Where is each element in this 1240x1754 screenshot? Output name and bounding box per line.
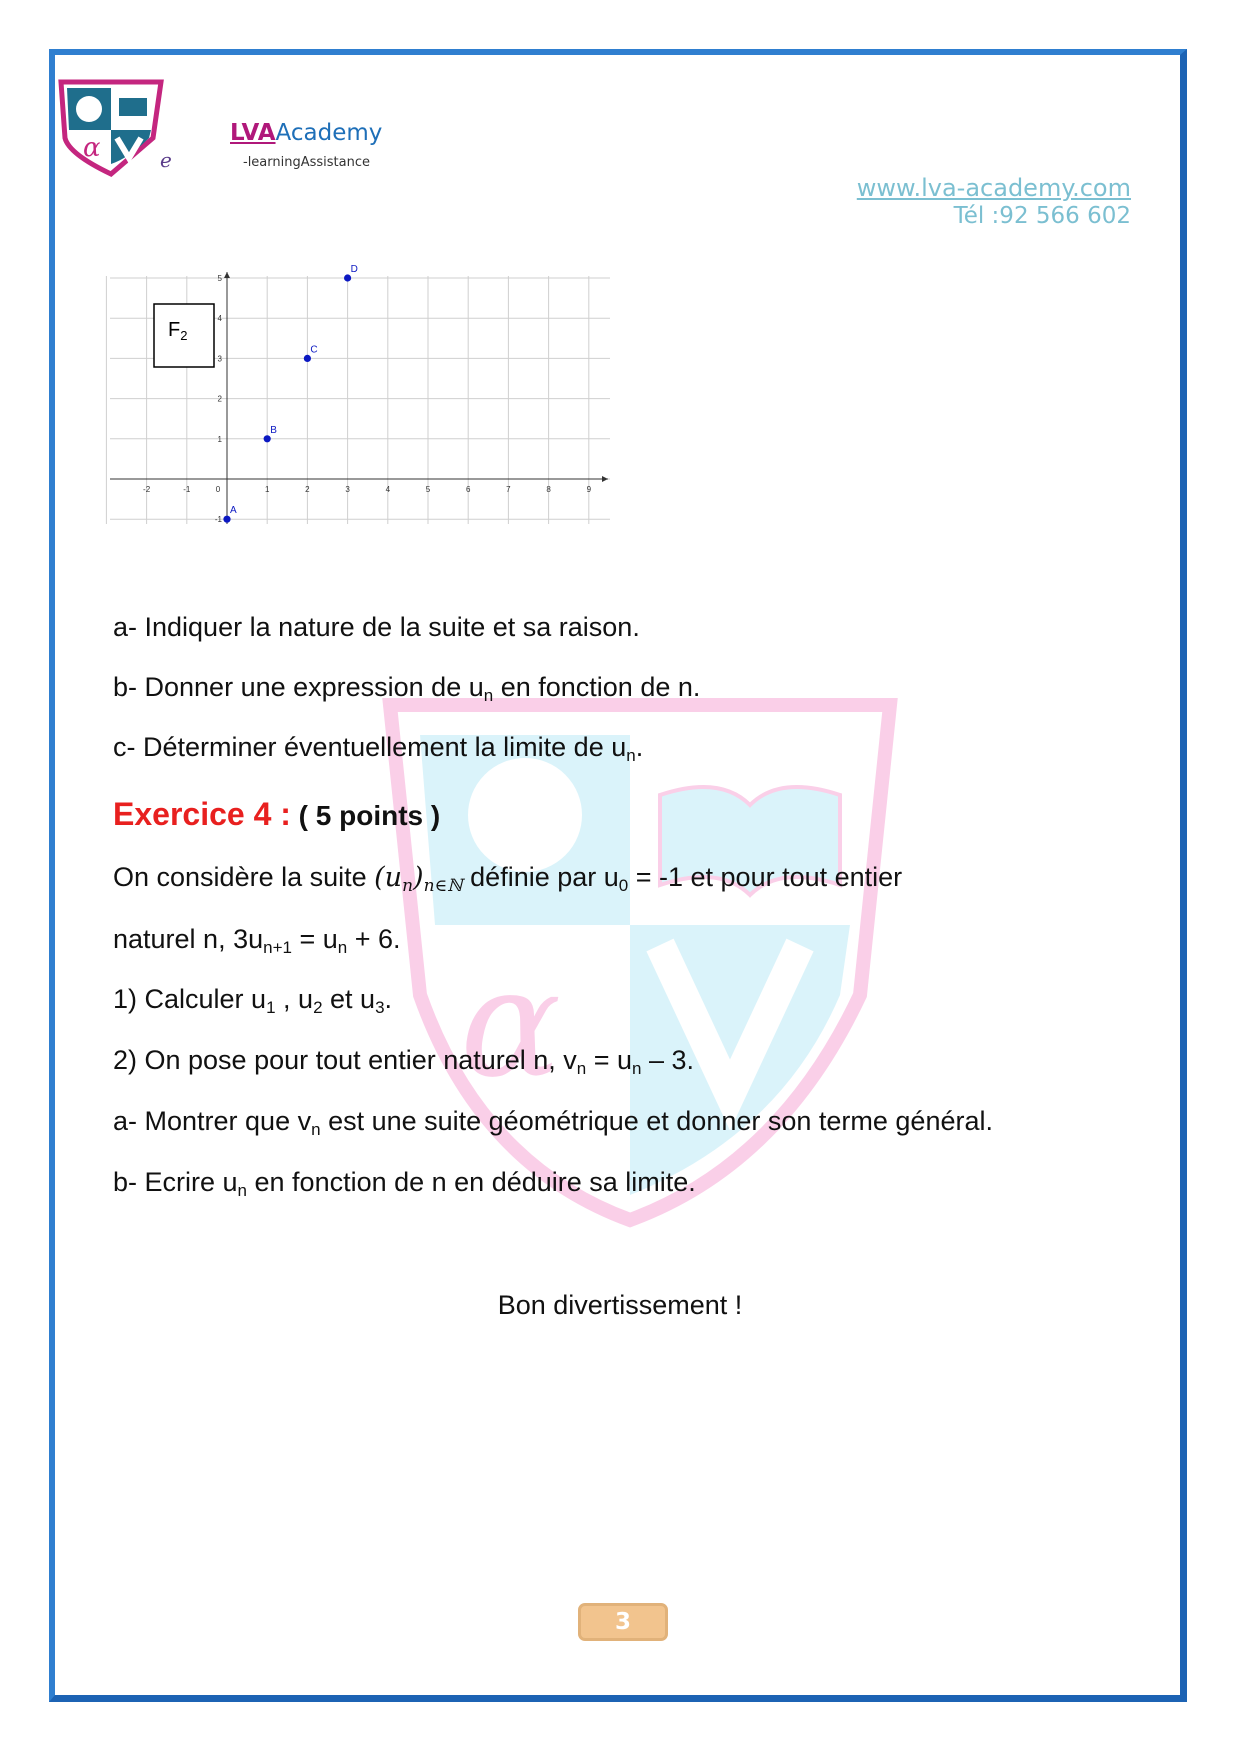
exercise-4-question-1: 1) Calculer $u_1$ , $u_2$ et $u_3$.	[113, 984, 393, 1017]
question-b: b- Donner une expression de $u_n$ en fonction de n.	[113, 672, 701, 705]
point-label-d: D	[350, 264, 358, 275]
brand-name	[230, 120, 382, 146]
y-tick-label: 2	[217, 394, 222, 404]
lva-logo	[55, 78, 167, 174]
x-tick-labels	[143, 485, 592, 494]
x-tick-label: -1	[183, 485, 191, 494]
x-tick-label: 7	[506, 485, 511, 494]
y-tick-label: 4	[217, 314, 222, 324]
point-d	[344, 274, 351, 281]
point-c	[304, 355, 311, 362]
exercise-4-question-2b: b- Ecrire $u_n$ en fonction de n en déduire sa limite.	[113, 1167, 696, 1200]
x-tick-label: 3	[345, 485, 350, 494]
x-tick-label: 8	[546, 485, 551, 494]
svg-text:α: α	[460, 937, 562, 1111]
graph-points	[223, 264, 357, 523]
x-tick-label: 2	[305, 485, 310, 494]
exercise-4-title: Exercice 4 : ( 5 points )	[113, 796, 441, 832]
point-b	[264, 435, 271, 442]
x-tick-label: 9	[586, 485, 592, 494]
x-axis-arrow	[602, 476, 608, 482]
page-number: 3	[578, 1603, 668, 1641]
x-tick-label: 5	[425, 485, 431, 494]
y-tick-label: 5	[217, 274, 222, 283]
phone-number: Tél :92 566 602	[953, 203, 1131, 229]
watermark-logo	[380, 695, 900, 1225]
exercise-4-intro: On considère la suite $(u_n)_{n\in ℕ}$ définie par $u_0 = -1$ et pour tout entier	[113, 862, 903, 896]
figure-label: $F_2$	[168, 319, 188, 343]
point-label-b: B	[270, 424, 277, 436]
logo-letter: e	[160, 148, 172, 172]
closing-message: Bon divertissement !	[497, 1290, 743, 1320]
exercise-4-question-2a: a- Montrer que $v_n$ est une suite géométrique et donner son terme général.	[113, 1106, 993, 1139]
exercise-4-question-2: 2) On pose pour tout entier naturel n, $v_n = u_n - 3$.	[113, 1045, 695, 1078]
x-tick-label: 6	[465, 485, 471, 494]
x-tick-label: 1	[264, 485, 270, 494]
y-tick-label: 1	[217, 434, 222, 444]
point-label-c: C	[310, 344, 318, 356]
question-a: a- Indiquer la nature de la suite et sa raison.	[113, 612, 640, 642]
brand-subtitle: -learningAssistance	[243, 155, 370, 170]
exercise-4-recurrence: naturel n, $3u_{n+1} = u_n + 6$.	[113, 924, 401, 957]
point-label-a: A	[230, 505, 237, 517]
x-tick-label: 4	[385, 485, 391, 494]
x-tick-label: 0	[215, 485, 221, 494]
question-c: c- Déterminer éventuellement la limite de $u_n$.	[113, 732, 644, 765]
point-a	[223, 516, 230, 523]
svg-text:α: α	[83, 133, 101, 163]
y-tick-label: 3	[217, 354, 222, 364]
y-tick-label: -1	[214, 515, 222, 525]
brand-lva: LVA	[230, 120, 276, 146]
website-link[interactable]: www.lva-academy.com	[856, 174, 1131, 202]
sequence-graph	[110, 264, 690, 591]
brand-academy: Academy	[275, 120, 383, 146]
x-tick-label: -2	[143, 485, 151, 494]
